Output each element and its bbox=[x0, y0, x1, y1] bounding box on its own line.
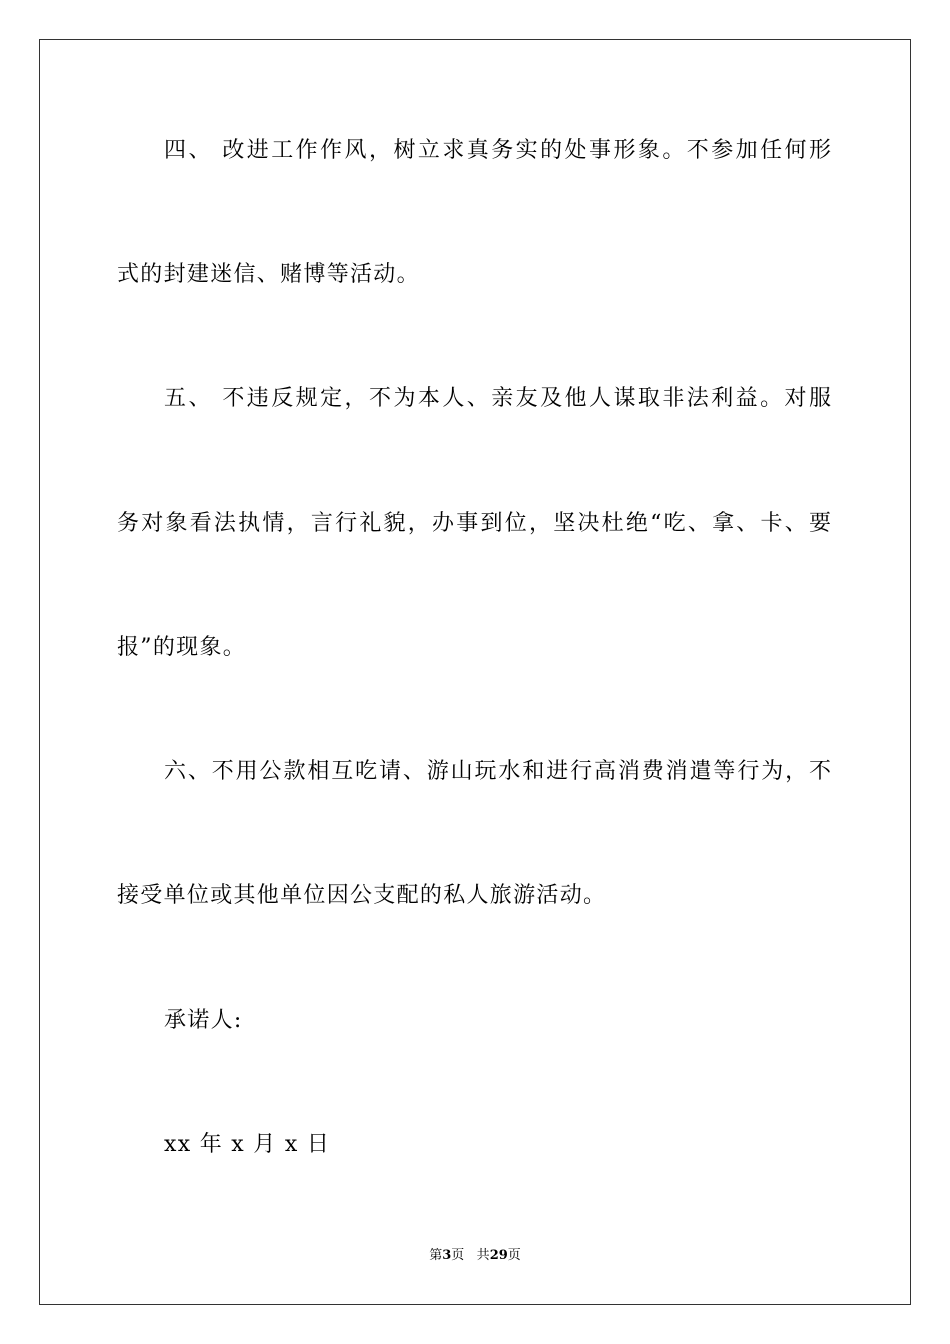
footer-total-prefix: 共 bbox=[476, 1248, 490, 1263]
footer-total-suffix: 页 bbox=[507, 1248, 521, 1263]
footer-total-pages: 29 bbox=[489, 1248, 508, 1263]
paragraph-6-line-2: 接受单位或其他单位因公支配的私人旅游活动。 bbox=[117, 883, 607, 908]
page-border bbox=[39, 39, 911, 1305]
paragraph-5-line-2: 务对象看法执情，言行礼貌，办事到位，坚决杜绝“吃、拿、卡、要 bbox=[117, 511, 831, 536]
paragraph-5-line-1: 五、 不违反规定，不为本人、亲友及他人谋取非法利益。对服 bbox=[164, 386, 831, 411]
footer-page-suffix: 页 bbox=[451, 1248, 465, 1263]
page-footer bbox=[0, 1247, 950, 1265]
signer-label: 承诺人: bbox=[164, 1008, 243, 1033]
paragraph-4-line-1: 四、 改进工作作风，树立求真务实的处事形象。不参加任何形 bbox=[164, 138, 831, 163]
date-line: xx 年 x 月 x 日 bbox=[164, 1132, 331, 1157]
paragraph-5-line-3: 报”的现象。 bbox=[117, 635, 247, 660]
footer-page-prefix: 第 bbox=[429, 1248, 443, 1263]
paragraph-6-line-1: 六、不用公款相互吃请、游山玩水和进行高消费消遣等行为，不 bbox=[164, 759, 831, 784]
footer-current-page: 3 bbox=[442, 1248, 452, 1263]
paragraph-4-line-2: 式的封建迷信、赌博等活动。 bbox=[117, 262, 420, 287]
